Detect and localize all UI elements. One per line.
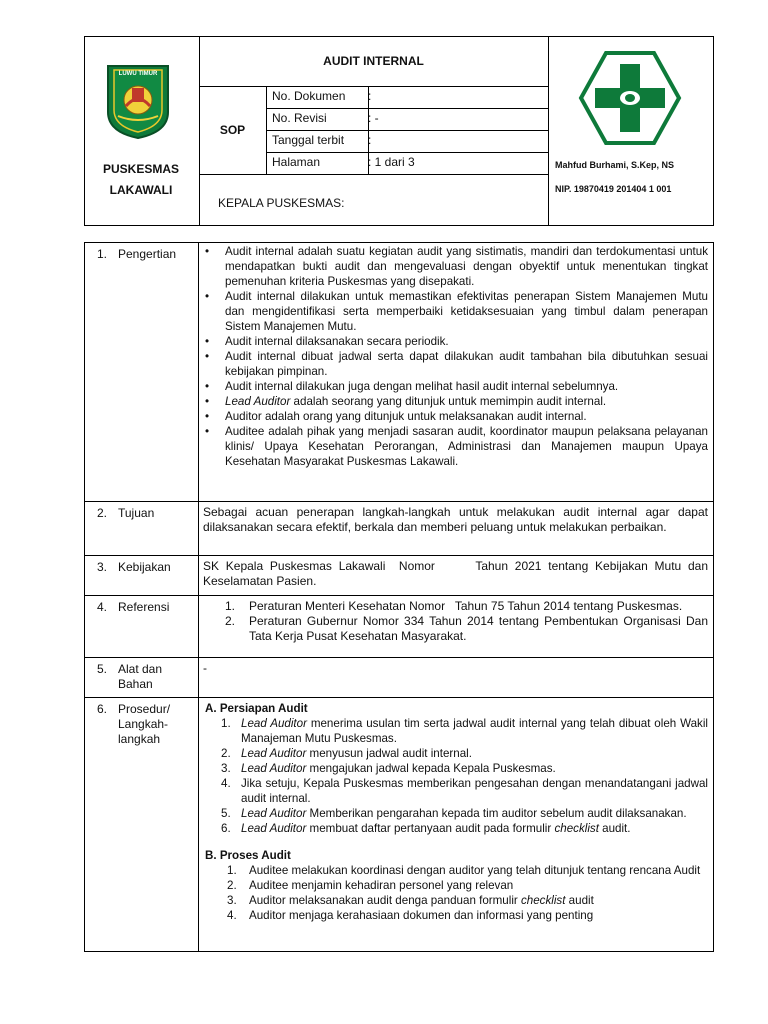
term-lead-auditor: Lead Auditor — [225, 395, 291, 408]
list-item — [203, 614, 708, 644]
title-line: Alat dan — [118, 662, 163, 676]
term-checklist: checklist — [554, 822, 599, 835]
section-body: Sebagai acuan penerapan langkah-langkah untuk melakukan audit internal agar dapat dilaksanakan secara efektif, berkala dan memberi peluang untuk melakukan perbaikan. — [203, 505, 708, 534]
item-text: audit — [565, 894, 594, 907]
term-lead-auditor: Lead Auditor — [241, 747, 307, 760]
section-number: 2. — [97, 506, 108, 520]
list-item — [203, 863, 708, 878]
section-referensi — [85, 595, 713, 658]
meta-row-tanggal-terbit — [265, 130, 547, 152]
section-body — [203, 701, 708, 923]
item-text: Auditor melaksanakan audit denga panduan formulir — [249, 894, 521, 907]
item-number: 1. — [227, 864, 237, 877]
list-item — [203, 908, 708, 923]
section-number: 6. — [97, 702, 108, 716]
item-number: 1. — [221, 717, 231, 730]
title-line: Langkah- — [118, 717, 169, 731]
list-item — [203, 394, 708, 409]
item-number: 2. — [227, 879, 237, 892]
section-number: 3. — [97, 560, 108, 574]
item-number: 4. — [221, 777, 231, 790]
section-body — [203, 244, 708, 469]
section-pengertian — [85, 243, 713, 501]
item-text: Auditee menjamin kehadiran personel yang relevan — [249, 879, 514, 892]
item-number: 3. — [221, 762, 231, 775]
list-item — [203, 893, 708, 908]
term-lead-auditor: Lead Auditor — [241, 717, 307, 730]
list-item — [203, 806, 708, 821]
signatory-label: KEPALA PUSKESMAS: — [218, 196, 345, 210]
section-title — [118, 662, 162, 692]
item-text: Memberikan pengarahan kepada tim auditor sebelum audit dilaksanakan. — [306, 807, 687, 820]
section-number: 1. — [97, 247, 108, 261]
term-lead-auditor: Lead Auditor — [241, 762, 307, 775]
item-number: 2. — [225, 614, 236, 628]
item-text: Peraturan Menteri Kesehatan Nomor Tahun 75 Tahun 2014 tentang Puskesmas. — [249, 599, 683, 613]
title-line: langkah — [118, 732, 161, 746]
section-body: SK Kepala Puskesmas Lakawali Nomor Tahun 2021 tentang Kebijakan Mutu dan Keselamatan Pasien. — [203, 559, 712, 588]
list-item — [203, 599, 708, 614]
list-item: • Audit internal adalah suatu kegiatan audit yang sistimatis, mandiri dan terdokumentasi untuk mendapatkan bukti audit dan mengevaluasi dengan obyektif untuk menentukan tingkat pemenuhan kriteria Puskesmas yang disepakati. — [203, 244, 708, 289]
list-item: • Audit internal dilaksanakan secara periodik. — [203, 334, 708, 349]
logo-text: LUWU TIMUR — [118, 71, 158, 77]
meta-row-no-dokumen — [265, 86, 547, 108]
section-body — [203, 599, 708, 644]
district-logo — [104, 62, 172, 140]
item-number: 5. — [221, 807, 231, 820]
item-number: 4. — [227, 909, 237, 922]
subsection-heading: A. Persiapan Audit — [205, 702, 308, 715]
list-item: • Auditee adalah pihak yang menjadi sasaran audit, koordinator maupun pelaksana pelayanan klinis/ Upaya Kesehatan Perorangan, Administrasi dan Manajemen maupun Upaya Kesehatan Masyarakat Puskesmas Lakawali. — [203, 424, 708, 469]
term-checklist: checklist — [520, 894, 566, 907]
section-prosedur — [85, 697, 713, 952]
doc-type: SOP — [219, 123, 246, 137]
signatory-name: Mahfud Burhami, S.Kep, NS — [555, 160, 675, 170]
section-alat-bahan — [85, 657, 713, 698]
section-number: 5. — [97, 662, 108, 676]
section-tujuan — [85, 501, 713, 556]
meta-label: No. Dokumen — [272, 89, 346, 103]
meta-value: : — [368, 133, 372, 147]
item-text: Jika setuju, Kepala Puskesmas memberikan pengesahan dengan menandatangani jadwal audit internal. — [241, 777, 708, 805]
signatory-nip: NIP. 19870419 201404 1 001 — [555, 184, 672, 194]
list-item — [203, 776, 708, 806]
org-name-line1: PUSKESMAS — [102, 162, 179, 176]
section-title: Pengertian — [118, 247, 177, 261]
section-title: Kebijakan — [118, 560, 171, 574]
meta-label: Halaman — [272, 155, 321, 169]
section-title: Referensi — [118, 600, 170, 614]
title-line: Prosedur/ — [118, 702, 171, 716]
list-item — [203, 878, 708, 893]
item-number: 3. — [227, 894, 237, 907]
meta-value: : 1 dari 3 — [368, 155, 415, 169]
meta-row-no-revisi — [265, 108, 547, 130]
meta-value: : — [368, 89, 372, 103]
term-definition: adalah seorang yang ditunjuk untuk memimpin audit internal. — [290, 395, 607, 408]
item-text: Peraturan Gubernur Nomor 334 Tahun 2014 tentang Pembentukan Organisasi Dan Tata Kerja Pusat Kesehatan Masyarakat. — [249, 614, 708, 643]
item-text: mengajukan jadwal kepada Kepala Puskesmas. — [306, 762, 556, 775]
item-number: 6. — [221, 822, 231, 835]
item-text: menerima usulan tim serta jadwal audit internal yang telah dibuat oleh Wakil Manajeman Mutu Puskesmas. — [241, 717, 708, 745]
item-text: menyusun jadwal audit internal. — [306, 747, 472, 760]
meta-value: : - — [368, 111, 379, 125]
item-text: Auditor menjaga kerahasiaan dokumen dan informasi yang penting — [249, 909, 594, 922]
list-item: • Audit internal dilakukan untuk memastikan efektivitas penerapan Sistem Manajemen Mutu dan mengidentifikasi serta memperbaiki ketidaksesuaian yang timbul dalam penerapan Sistem Manajemen Mutu. — [203, 289, 708, 334]
meta-row-halaman — [265, 152, 547, 174]
sop-content-table — [84, 242, 714, 952]
item-text: Auditee melakukan koordinasi dengan auditor yang telah ditunjuk tentang rencana Audit — [249, 864, 701, 877]
org-name-line2: LAKAWALI — [109, 183, 173, 197]
list-item — [203, 746, 708, 761]
doc-title: AUDIT INTERNAL — [323, 54, 424, 68]
item-text: audit. — [598, 822, 631, 835]
list-item — [203, 716, 708, 746]
list-item: • Auditor adalah orang yang ditunjuk untuk melaksanakan audit internal. — [203, 409, 708, 424]
meta-label: Tanggal terbit — [272, 133, 345, 147]
section-title — [118, 702, 170, 747]
term-lead-auditor: Lead Auditor — [241, 807, 307, 820]
item-number: 2. — [221, 747, 231, 760]
list-item: • Audit internal dibuat jadwal serta dapat dilakukan audit tambahan bila dibutuhkan sesuai kebijakan pimpinan. — [203, 349, 708, 379]
item-number: 1. — [225, 599, 236, 613]
list-item — [203, 821, 708, 836]
term-lead-auditor: Lead Auditor — [241, 822, 307, 835]
title-line: Bahan — [118, 677, 153, 691]
section-title: Tujuan — [118, 506, 155, 520]
section-number: 4. — [97, 600, 108, 614]
item-text: membuat daftar pertanyaan audit pada formulir — [306, 822, 555, 835]
puskesmas-logo — [578, 50, 682, 146]
section-body: - — [203, 661, 207, 675]
list-item: • Audit internal dilakukan juga dengan melihat hasil audit internal sebelumnya. — [203, 379, 708, 394]
subsection-heading: B. Proses Audit — [205, 849, 291, 862]
section-kebijakan — [85, 555, 713, 596]
list-item — [203, 761, 708, 776]
meta-label: No. Revisi — [272, 111, 327, 125]
